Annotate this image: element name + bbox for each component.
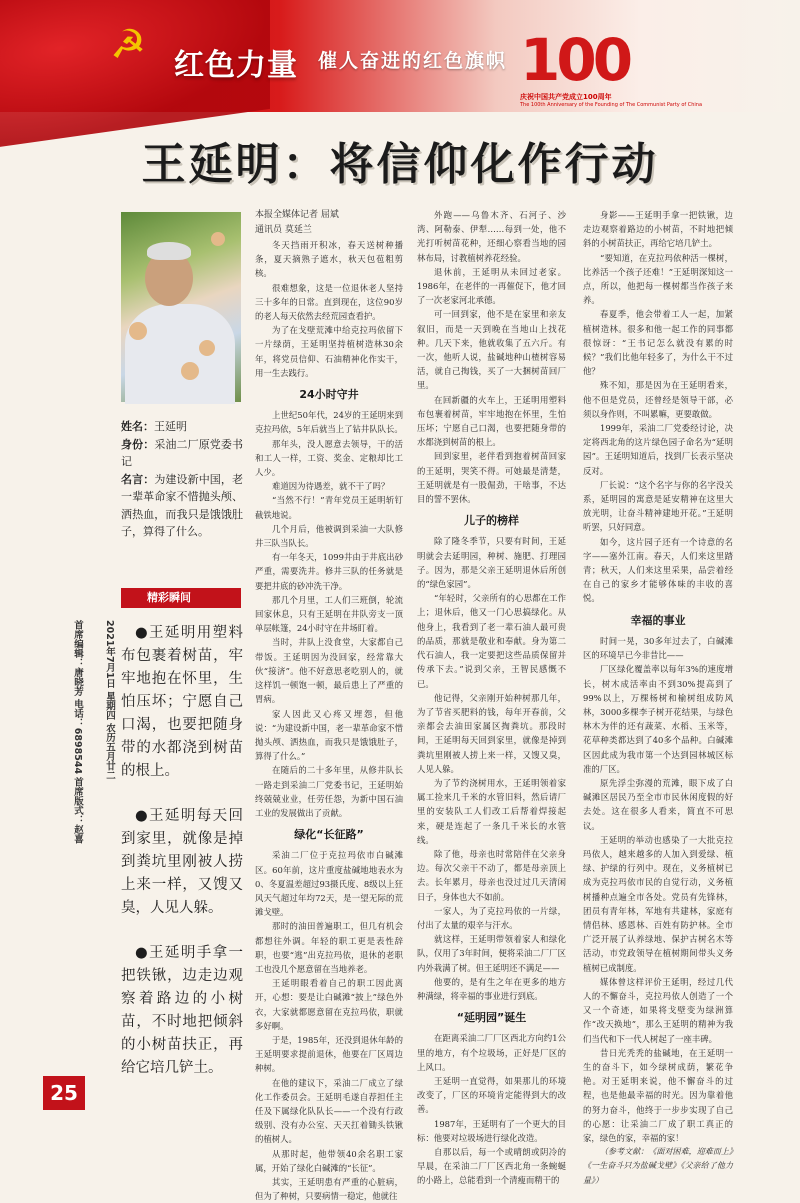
photo-fruit — [211, 232, 225, 246]
article-paragraph: 上世纪50年代，24岁的王延明来到克拉玛依，5年后就当上了钻井队队长。 — [255, 410, 403, 435]
article-paragraph: 当时，井队上没食堂，大家都自己带饭。王延明因为没回家，经常靠大伙“接济”。他不好意思老吃别人的，就这样饥一顿饱一顿，最后患上了严重的胃病。 — [255, 637, 403, 705]
profile-name: 王延明 — [154, 420, 187, 433]
article-paragraph: 从那时起，他带领40余名职工家属，开始了绿化白碱滩的“长征”。 — [255, 1148, 403, 1173]
article-paragraph: 春夏季，他会带着工人一起，加紧植树造林。很多和他一起工作的同事都很惊讶：“王书记怎么就没有累的时候？”我们比他年轻多了，为什么干不过他？ — [583, 309, 733, 377]
article-paragraph: 时间一晃，30多年过去了，白碱滩区的环境早已今非昔比—— — [583, 635, 733, 661]
byline-correspondent: 通讯员 莫延兰 — [255, 225, 312, 235]
article-paragraph: 他记得，父亲刚开始种树那几年，为了节省买肥料的钱，每年开春前，父亲都会去油田家属区掏粪坑。那段时间，王延明每天回到家里，就像是掉到粪坑里刚被人捞上来一样，又馊又臭，人见人躲。 — [417, 692, 566, 774]
article-paragraph: 王延明一直觉得，如果那儿的环境改变了，厂区的环境肯定能得到大的改善。 — [417, 1075, 566, 1115]
highlights-list — [121, 622, 243, 1102]
article-paragraph: 外跑——乌鲁木齐、石河子、沙湾、阿勒泰、伊犁……每到一处，他不光打听树苗花种，还细心察看当地的园林布局，讨教植树养花经验。 — [417, 210, 566, 263]
logo-number: 100 — [520, 26, 630, 94]
article-paragraph: 在他的建议下，采油二厂成立了绿化工作委员会。王延明毛遂自荐担任主任及下属绿化队队长——一个没有行政级别、没有办公室、天天扛着锄头铁锹的植树人。 — [255, 1077, 403, 1145]
party-emblem-icon: ☭ — [110, 22, 146, 68]
paragraph-group — [417, 1031, 566, 1187]
article-paragraph: 几个月后，他被调到采油一大队修井三队当队长。 — [255, 523, 403, 549]
article-paragraph: 为了在戈壁荒滩中给克拉玛依留下一片绿荫，王延明坚持植树造林30余年，将党员信仰、石油精神化作实干，用一生去践行。 — [255, 325, 403, 378]
article-paragraph: 那时的油田普遍职工，但几有机会都想往外调。年轻的职工更是表性辞职，也要“逃”出克拉玛依，退休的老职工也没几个愿意留在当地养老。 — [255, 921, 403, 974]
photo-fruit — [181, 362, 199, 380]
article-paragraph: 在随后的二十多年里，从修井队长一路走到采油二厂党委书记，王延明始终兢兢业业，任劳任怨，为新中国石油工业的发展做出了贡献。 — [255, 765, 403, 818]
article-column-1 — [255, 208, 403, 1202]
photo-fruit — [199, 340, 215, 356]
article-headline: 王延明：将信仰化作行动 — [141, 139, 659, 190]
article-paragraph: 家人因此又心疼又埋怨，但他说：“为建设新中国，老一辈革命家不惜抛头颅、洒热血，而我只是饿饿肚子，算得了什么。” — [255, 708, 403, 762]
subheading: “延明园”诞生 — [456, 1011, 527, 1025]
profile-motto-row: 名言：为建设新中国，老一辈革命家不惜抛头颅、洒热血，而我只是饿饿肚子，算得了什么。 — [121, 472, 244, 538]
article-paragraph: 他要的，是有生之年在更多的地方种满绿，将幸福的事业进行到底。 — [417, 976, 566, 1001]
article-paragraph: 在距离采油二厂厂区西北方向约1公里的地方，有个垃圾场，正好是厂区的上风口。 — [417, 1033, 566, 1072]
article-paragraph: 媒体曾这样评价王延明，经过几代人的不懈奋斗，克拉玛依人创造了一个又一个奇迹，如果将戈壁变为绿洲算作“改天换地”，那么王延明的精神为我们当代和下一代人树起了一座丰碑。 — [583, 976, 733, 1044]
masthead-banner — [0, 0, 800, 112]
article-paragraph: “年轻时，父亲所有的心思都在工作上；退休后，他又一门心思搞绿化。从他身上，我看到了老一辈石油人最可贵的品质，那就是敬业和奉献。身为第二代石油人，我一定要把这些品质保留并传承下去。”说到父亲，王智民感慨不已。 — [417, 593, 566, 689]
article-paragraph: 难道因为待遇差，就不干了吗？ — [272, 481, 390, 492]
paragraph-group — [255, 848, 403, 1203]
profile-position-row: 身份：采油二厂原党委书记 — [121, 437, 244, 468]
profile-position: 采油二厂原党委书记 — [121, 437, 244, 468]
article-paragraph: 冬天挡雨开积冰，春天送树种播条，夏天摘熟子遮水，秋天包苞粗剪核。 — [255, 240, 403, 279]
date-info: 2021年7月1日 星期四 农历五月廿二 — [104, 620, 115, 781]
byline-reporter: 本报全媒体记者 屈斌 — [255, 210, 339, 220]
highlights-label: 精彩瞬间 — [121, 588, 241, 608]
logo-caption-en: The 100th Anniversary of the Founding of The Communist Party of China — [520, 102, 703, 108]
article-paragraph: （参考文献：《面对困难，迎难而上》《一生奋斗只为盐碱戈壁》《父亲给了他力量》） — [583, 1147, 733, 1185]
article-column-2 — [417, 208, 566, 1186]
article-paragraph: 身影——王延明手拿一把铁锹，边走边观察着路边的小树苗，不时地把倾斜的小树苗扶正，再给它培几铲土。 — [583, 210, 733, 249]
article-paragraph: 就这样，王延明带领着家人和绿化队，仅用了3年时间，便将采油二厂厂区内外栽满了树。但王延明还不满足—— — [417, 934, 566, 973]
article-paragraph: 除了隆冬季节，只要有时间，王延明就会去延明园，种树、施肥、打理园子。因为，那是父亲王延明退休后所创的“绿色家园”。 — [417, 536, 566, 590]
paragraph-group — [583, 208, 733, 606]
article-paragraph: 于是，1985年，还没到退休年龄的王延明要求提前退休，他要在厂区周边种树。 — [255, 1034, 403, 1074]
article-paragraph: 除了他，母亲也时常陪伴在父亲身边。每次父亲干不动了，都是母亲顶上去。长年累月，母亲也没过过几天清闲日子，身体也大不如前。 — [417, 848, 566, 902]
article-paragraph: 如今，这片园子还有一个诗意的名字——塞外江南。春天，人们来这里踏青；秋天，人们来这里采果，品尝着经在自己的家乡才能够体味的丰收的喜悦。 — [583, 536, 733, 604]
logo-caption-cn: 庆祝中国共产党成立100周年 — [520, 93, 612, 101]
subheading: 绿化“长征路” — [294, 828, 364, 842]
profile-name-row: 姓名：王延明 — [121, 420, 187, 433]
paragraph-group — [583, 634, 733, 1188]
editor-info: 首席编辑：唐晓芳 电话：6898544 首席版式：赵喜 — [72, 620, 83, 844]
article-paragraph: 可一回到家，他不是在家里和亲友叙旧，而是一天到晚在当地山上找花种。几天下来，他就收集了五六斤。有一次，他听人说，盐碱地种山楂树容易活，就自己掏钱，买了一大捆树苗回厂里。 — [417, 309, 566, 391]
article-paragraph: 那年头，没人愿意去领导，干的活和工人一样，工资、奖金、定粮却比工人少。 — [255, 438, 403, 478]
subheading: 24小时守井 — [299, 388, 359, 402]
article-paragraph: 1999年，采油二厂党委经讨论，决定将西北角的这片绿色园子命名为“延明园”。王延明知道后，找到厂长表示坚决反对。 — [583, 423, 733, 476]
profile-motto: 为建设新中国，老一辈革命家不惜抛头颅、洒热血，而我只是饿饿肚子，算得了什么。 — [121, 472, 244, 538]
paragraph-group — [417, 534, 566, 1003]
article-paragraph: 在回新疆的火车上，王延明用塑料布包裹着树苗，牢牢地抱在怀里，生怕压坏；宁愿自己口渴，也要把随身带的水都浇到树苗的根上。 — [417, 394, 566, 448]
subheading: 儿子的榜样 — [464, 514, 519, 528]
article-paragraph: 殊不知，那是因为在王延明看来，他不但是党员，还曾经是领导干部，必须以身作则，不叫累嘛，更要敢做。 — [583, 380, 733, 419]
article-paragraph: 那几个月里，工人们三班倒，轮流回家休息，只有王延明在井队旁支一顶单层帐篷，24小时守在井场盯着。 — [255, 594, 403, 634]
article-paragraph: 很难想象，这是一位退休老人坚持三十多年的日常。直到现在，这位90岁的老人每天依然去经荒园查看护。 — [255, 282, 403, 322]
article-paragraph: 自那以后，每一个或晴朗或阴冷的早晨，在采油二厂厂区西北角一条蜿蜒的小路上，总能看到一个清瘦而精干的 — [417, 1147, 566, 1186]
article-paragraph: 有一年冬天，1099井由于井底出砂严重，需要洗井。修井三队的任务就是要把井底的砂冲洗干净。 — [255, 552, 403, 591]
subheading: 幸福的事业 — [630, 613, 686, 627]
article-paragraph: 厂区绿化覆盖率以每年3%的速度增长，树木成活率由不到30%提高到了99%以上，万棵杨树和榆树组成防风林，3000多棵李子树开花结果，与绿色林木为伴的还有蔬菜、水稻、玉米等，花草种类都达到了40多个品种。白碱滩区因此成为我市第一个达到园林城区标准的厂区。 — [583, 664, 733, 774]
article-paragraph: 1987年，王延明有了一个更大的目标：他要对垃圾场进行绿化改造。 — [417, 1118, 566, 1143]
article-paragraph: “要知道，在克拉玛依种活一棵树，比养活一个孩子还难！”王延明深知这一点，所以，他把每一棵树都当作孩子来养。 — [583, 252, 733, 306]
highlight-item: ●王延明手拿一把铁锹，边走边观察着路边的小树苗，不时地把倾斜的小树苗扶正，再给它培几铲土。 — [121, 945, 243, 1076]
paragraph-group — [255, 408, 403, 820]
article-paragraph: 厂长说：“这个名字与你的名字没关系，延明园的寓意是延安精神在这里大放光明，让奋斗精神建地开花。”王延明听罢，只好同意。 — [583, 479, 733, 533]
photo-hair — [147, 242, 191, 260]
banner-title: 红色力量 — [174, 48, 298, 83]
article-paragraph: 为了节约浇树用水，王延明领着家属工捡来几千米的水管旧料，然后请厂里的安装队工人们改工后帮着焊接起来，硬是连起了一条几千米长的水管线。 — [417, 777, 566, 845]
profile-box — [121, 418, 243, 541]
article-paragraph: 采油二厂位于克拉玛依市白碱滩区。60年前，这片重度盐碱地地表水为0、冬夏温差超过93摄氏度、8级以上狂风天气超过年均72天，是一望无际的荒滩戈壁。 — [255, 850, 403, 918]
article-paragraph: 退休前，王延明从未回过老家。1986年，在老伴的一再催促下，他才回了一次老家河北承德。 — [417, 266, 566, 306]
article-paragraph: 原先浮尘弥漫的荒滩，眼下成了白碱滩区居民乃至全市市民休闲度假的好去处。这在很多人看来，简直不可思议。 — [583, 777, 733, 831]
article-paragraph: 王延明的举动也感染了一大批克拉玛依人，越来越多的人加入到爱绿、植绿、护绿的行列中。现在，义务植树已成为克拉玛依市民的自觉行动，义务植树播种点遍全市各处。党员有先锋林，团员有青年林，军地有共建林，家庭有情侣林、感恩林、百姓有防护林。全市广泛开展了认养绿地、保护古树名木等活动，市党政领导在植树期间带头义务植树已成制度。 — [583, 834, 733, 973]
portrait-photo — [121, 212, 241, 402]
article-paragraph: 其实，王延明患有严重的心脏病，但为了种树，只要病情一稳定，他就往 — [255, 1177, 403, 1202]
highlight-item: ●王延明每天回到家里，就像是掉到粪坑里刚被人捞上来一样，又馊又臭，人见人躲。 — [121, 808, 243, 916]
page-number: 25 — [43, 1076, 85, 1110]
article-paragraph: “当然不行！”青年党员王延明斩钉截铁地说。 — [255, 495, 403, 520]
paragraph-group — [255, 238, 403, 380]
article-column-3 — [583, 208, 733, 1185]
centenary-logo — [520, 26, 703, 110]
article-paragraph: 一家人，为了克拉玛依的一片绿，付出了太量的艰辛与汗水。 — [417, 905, 566, 930]
article-paragraph: 昔日光秃秃的盐碱地，在王延明一生的奋斗下，如今绿树成荫，繁花争艳。对王延明来说，他不懈奋斗的过程，也是他最幸福的时光。因为靠着他的努力奋斗，他终于一步步实现了自己的心愿：让采油二厂成了职工真正的家，绿色的家，幸福的家！ — [583, 1047, 733, 1143]
paragraph-group — [417, 208, 566, 506]
photo-fruit — [129, 322, 147, 340]
article-paragraph: 王延明眼看着自己的职工因此离开，心想：要是让白碱滩“披上”绿色外衣，大家就都愿意留在克拉玛依，职就多好啊。 — [255, 978, 403, 1031]
banner-subtitle: 催人奋进的红色旗帜 — [318, 50, 508, 72]
highlight-item: ●王延明用塑料布包裹着树苗，牢牢地抱在怀里，生怕压坏；宁愿自己口渴，也要把随身带的水都浇到树苗的根上。 — [121, 625, 243, 779]
article-paragraph: 回到家里，老伴看到抱着树苗回家的王延明，哭笑不得。可她最是清楚，王延明就是有一股倔劲，干啥事，不达目的誓不罢休。 — [417, 451, 566, 505]
photo-shirt — [125, 304, 235, 404]
